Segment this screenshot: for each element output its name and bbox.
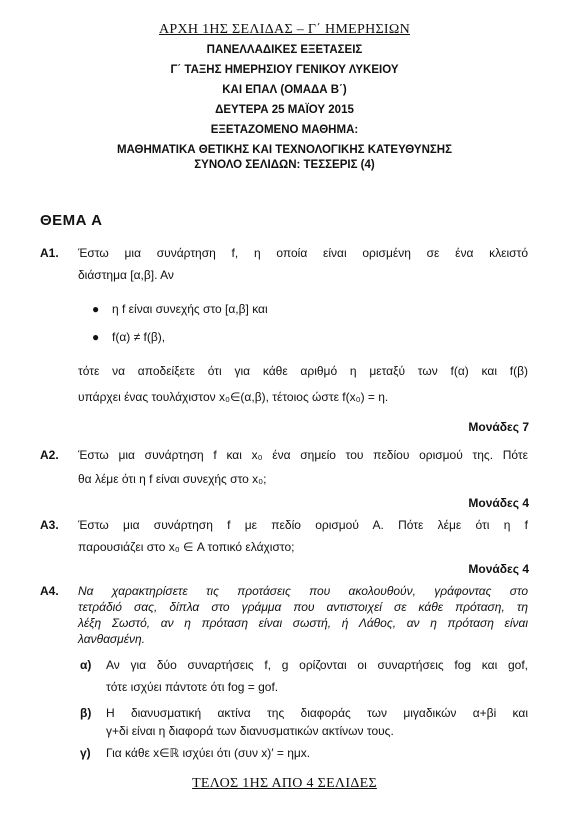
exam-subject: ΜΑΘΗΜΑΤΙΚΑ ΘΕΤΙΚΗΣ ΚΑΙ ΤΕΧΝΟΛΟΓΙΚΗΣ ΚΑΤΕΥΘΥΝΣΗΣ	[116, 144, 453, 156]
question-label-a2: Α2.	[40, 448, 59, 462]
a4-item-b-line2: γ+δi είναι η διαφορά των διανυσματικών ακτίνων τους.	[106, 724, 394, 738]
exam-subject-label: ΕΞΕΤΑΖΟΜΕΝΟ ΜΑΘΗΜΑ:	[210, 124, 359, 136]
a1-line4: υπάρχει ένας τουλάχιστον x₀∈(α,β), τέτοιος ώστε f(x₀) = η.	[78, 390, 389, 404]
a3-line1: Έστω μια συνάρτηση f με πεδίο ορισμού Α. Πότε λέμε ότι η f	[78, 518, 528, 532]
question-label-a3: Α3.	[40, 518, 59, 532]
a4-item-a-line1: Αν για δύο συναρτήσεις f, g ορίζονται οι συναρτήσεις fog και gof,	[106, 658, 528, 672]
question-label-a1: Α1.	[40, 246, 59, 260]
exam-date: ΔΕΥΤΕΡΑ 25 ΜΑΪΟΥ 2015	[215, 104, 354, 116]
a1-line3: τότε να αποδείξετε ότι για κάθε αριθμό η μεταξύ των f(α) και f(β)	[78, 364, 528, 378]
a3-line2: παρουσιάζει στο x₀ ∈ Α τοπικό ελάχιστο;	[78, 540, 295, 554]
a1-line2: διάστημα [α,β]. Αν	[78, 268, 174, 282]
a1-bullet1: η f είναι συνεχής στο [α,β] και	[112, 302, 268, 316]
a4-intro-line4: λανθασμένη.	[78, 632, 146, 646]
a4-item-a-label: α)	[80, 658, 92, 672]
page-header-banner: ΑΡΧΗ 1ΗΣ ΣΕΛΙΔΑΣ – Γ΄ ΗΜΕΡΗΣΙΩΝ	[158, 22, 411, 37]
question-label-a4: Α4.	[40, 584, 59, 598]
a2-line2: θα λέμε ότι η f είναι συνεχής στο x₀;	[78, 472, 267, 486]
exam-title-line1: ΠΑΝΕΛΛΑΔΙΚΕΣ ΕΞΕΤΑΣΕΙΣ	[206, 44, 363, 56]
a4-intro-line2: τετράδιό σας, δίπλα στο γράμμα που αντιστοιχεί σε κάθε πρόταση, τη	[78, 600, 528, 614]
a1-bullet2: f(α) ≠ f(β),	[112, 330, 166, 344]
a4-item-b-line1: Η διανυσματική ακτίνα της διαφοράς των μιγαδικών α+βi και	[106, 706, 528, 720]
page-footer-banner: ΤΕΛΟΣ 1ΗΣ ΑΠΟ 4 ΣΕΛΙΔΕΣ	[192, 776, 377, 791]
a4-intro-line3: λέξη Σωστό, αν η πρόταση είναι σωστή, ή Λάθος, αν η πρόταση είναι	[78, 616, 528, 630]
section-title: ΘΕΜΑ Α	[40, 212, 103, 229]
a4-item-c-label: γ)	[80, 746, 91, 760]
a4-item-a-line2: τότε ισχύει πάντοτε ότι fog = gof.	[106, 680, 279, 694]
a4-intro-line1: Να χαρακτηρίσετε τις προτάσεις που ακολουθούν, γράφοντας στο	[78, 584, 528, 598]
exam-title-line2: Γ΄ ΤΑΞΗΣ ΗΜΕΡΗΣΙΟΥ ΓΕΝΙΚΟΥ ΛΥΚΕΙΟΥ	[170, 64, 399, 76]
a2-line1: Έστω μια συνάρτηση f και x₀ ένα σημείο του πεδίου ορισμού της. Πότε	[78, 448, 528, 462]
bullet-icon: ●	[92, 302, 100, 316]
bullet-icon: ●	[92, 330, 100, 344]
a1-line1: Έστω μια συνάρτηση f, η οποία είναι ορισμένη σε ένα κλειστό	[78, 246, 528, 260]
a1-marks: Μονάδες 7	[468, 420, 529, 434]
a2-marks: Μονάδες 4	[468, 496, 529, 510]
a3-marks: Μονάδες 4	[468, 562, 529, 576]
a4-item-b-label: β)	[80, 706, 92, 720]
exam-title-line3: ΚΑΙ ΕΠΑΛ (ΟΜΑΔΑ Β΄)	[222, 84, 347, 96]
a4-item-c-line1: Για κάθε x∈ℝ ισχύει ότι (συν x)′ = ημx.	[106, 746, 311, 760]
page-count: ΣΥΝΟΛΟ ΣΕΛΙΔΩΝ: ΤΕΣΣΕΡΙΣ (4)	[194, 159, 375, 171]
